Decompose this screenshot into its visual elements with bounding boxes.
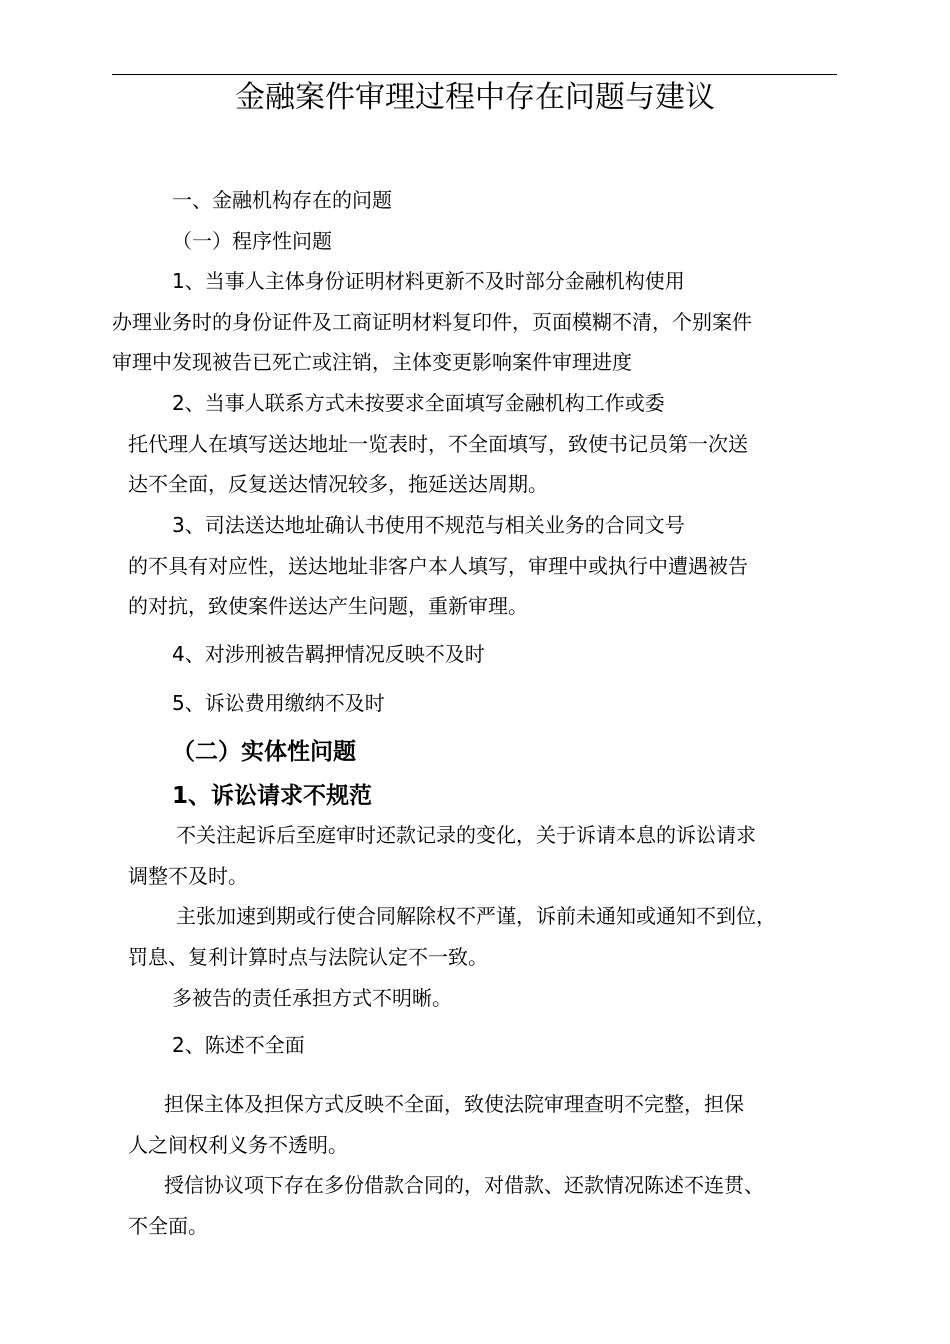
paragraph-line: 罚息、复利计算时点与法院认定不一致。 [128, 945, 488, 969]
paragraph-line: 人之间权利义务不透明。 [128, 1133, 348, 1157]
paragraph-line: 的对抗，致使案件送达产生问题，重新审理。 [128, 594, 528, 618]
subsection-heading-substantive: （二）实体性问题 [172, 739, 356, 765]
paragraph-line: 托代理人在填写送达地址一览表时，不全面填写，致使书记员第一次送 [128, 432, 748, 456]
paragraph-line: 调整不及时。 [128, 864, 248, 888]
paragraph-line: 5、诉讼费用缴纳不及时 [172, 691, 385, 715]
header-rule [112, 74, 837, 75]
paragraph-line: 授信协议项下存在多份借款合同的，对借款、还款情况陈述不连贯、 [164, 1173, 764, 1197]
subsection-heading-procedural: （一）程序性问题 [172, 229, 332, 253]
paragraph-line: 3、司法送达地址确认书使用不规范与相关业务的合同文号 [172, 513, 685, 537]
paragraph-line: 达不全面，反复送达情况较多，拖延送达周期。 [128, 472, 548, 496]
paragraph-line: 不关注起诉后至庭审时还款记录的变化，关于诉请本息的诉讼请求 [176, 823, 756, 847]
item-heading-claims: 1、诉讼请求不规范 [172, 783, 373, 809]
paragraph-line: 办理业务时的身份证件及工商证明材料复印件，页面模糊不清，个别案件 [112, 310, 752, 334]
paragraph-line: 审理中发现被告已死亡或注销，主体变更影响案件审理进度 [112, 350, 632, 374]
paragraph-line: 2、当事人联系方式未按要求全面填写金融机构工作或委 [172, 391, 665, 415]
paragraph-line: 4、对涉刑被告羁押情况反映不及时 [172, 642, 485, 666]
paragraph-line: 不全面。 [128, 1214, 208, 1238]
item-heading-statement: 2、陈述不全面 [172, 1033, 305, 1057]
paragraph-line: 主张加速到期或行使合同解除权不严谨，诉前未通知或通知不到位， [176, 904, 776, 928]
paragraph-line: 担保主体及担保方式反映不全面，致使法院审理查明不完整，担保 [164, 1092, 744, 1116]
section-heading-1: 一、金融机构存在的问题 [172, 188, 392, 212]
document-title: 金融案件审理过程中存在问题与建议 [235, 80, 715, 115]
paragraph-line: 多被告的责任承担方式不明晰。 [172, 986, 452, 1010]
paragraph-line: 的不具有对应性，送达地址非客户本人填写，审理中或执行中遭遇被告 [128, 554, 748, 578]
paragraph-line: 1、当事人主体身份证明材料更新不及时部分金融机构使用 [172, 269, 685, 293]
